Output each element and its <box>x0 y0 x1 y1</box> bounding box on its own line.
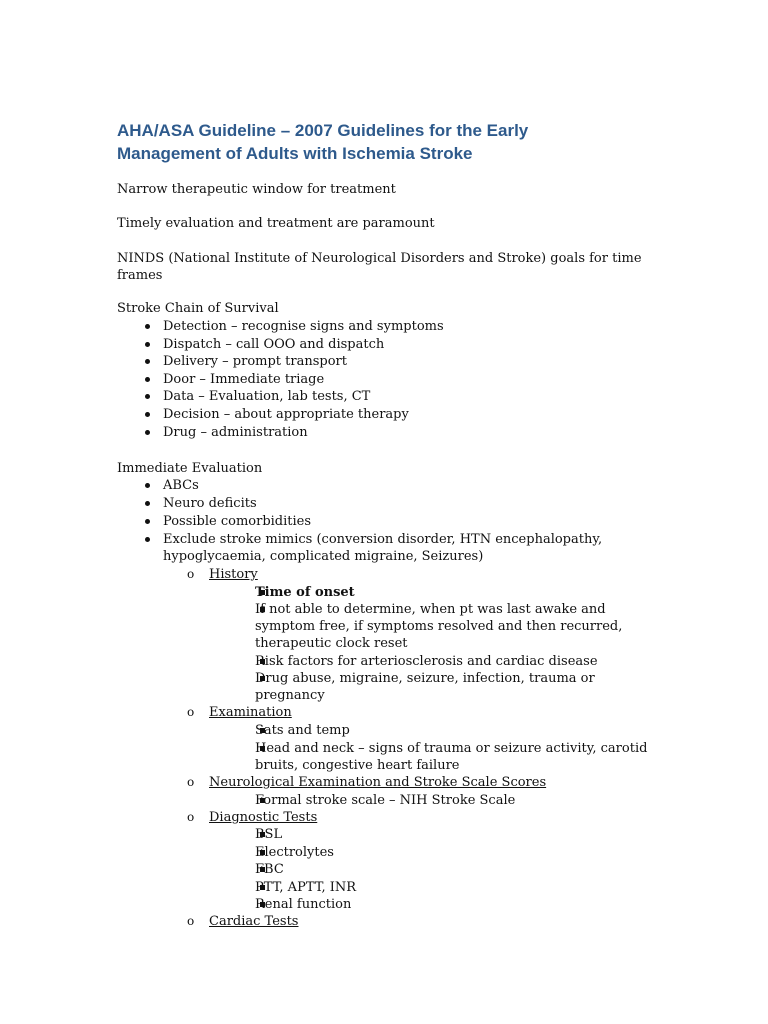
paragraph-ninds-line-2: frames <box>117 268 163 283</box>
circle-marker: o <box>187 775 195 789</box>
circle-marker: o <box>187 567 195 581</box>
list-item: Decision – about appropriate therapy <box>163 407 409 422</box>
circle-marker: o <box>187 914 195 928</box>
diagnostic-item: PTT, APTT, INR <box>255 880 357 895</box>
history-drug-line-2: pregnancy <box>255 688 325 703</box>
subsection-cardiac: Cardiac Tests <box>209 914 299 929</box>
diagnostic-item: Electrolytes <box>255 845 334 860</box>
list-item: Delivery – prompt transport <box>163 354 347 369</box>
list-item: Drug – administration <box>163 425 308 440</box>
neuro-scale: Formal stroke scale – NIH Stroke Scale <box>255 793 516 808</box>
bullet-dot <box>145 377 150 382</box>
chain-heading: Stroke Chain of Survival <box>117 301 279 316</box>
list-item-mimics-line-1: Exclude stroke mimics (conversion disorder, HTN encephalopathy, <box>163 532 603 547</box>
diagnostic-item: FBC <box>255 862 284 877</box>
history-drug-line-1: Drug abuse, migraine, seizure, infection, trauma or <box>255 671 595 686</box>
diagnostic-item: BSL <box>255 827 283 842</box>
subsection-history: History <box>209 567 258 582</box>
bullet-dot <box>145 394 150 399</box>
paragraph-window: Narrow therapeutic window for treatment <box>117 182 396 197</box>
document-title <box>117 119 677 165</box>
bullet-dot <box>145 412 150 417</box>
history-unknown-line-3: therapeutic clock reset <box>255 636 408 651</box>
list-item: Data – Evaluation, lab tests, CT <box>163 389 371 404</box>
bullet-dot <box>145 537 150 542</box>
title-line-1: AHA/ASA Guideline – 2007 Guidelines for the Early <box>117 121 529 140</box>
paragraph-timely: Timely evaluation and treatment are paramount <box>117 216 435 231</box>
bullet-dot <box>145 359 150 364</box>
bullet-dot <box>145 483 150 488</box>
history-unknown-line-2: symptom free, if symptoms resolved and then recurred, <box>255 619 623 634</box>
list-item: Door – Immediate triage <box>163 372 325 387</box>
examination-head-line-2: bruits, congestive heart failure <box>255 758 460 773</box>
subsection-diagnostic: Diagnostic Tests <box>209 810 318 825</box>
bullet-dot <box>145 501 150 506</box>
bullet-dot <box>145 342 150 347</box>
bullet-dot <box>145 430 150 435</box>
subsection-examination: Examination <box>209 705 292 720</box>
list-item: Detection – recognise signs and symptoms <box>163 319 444 334</box>
list-item: ABCs <box>163 478 199 493</box>
evaluation-heading: Immediate Evaluation <box>117 461 263 476</box>
diagnostic-item: Renal function <box>255 897 352 912</box>
examination-head-line-1: Head and neck – signs of trauma or seizure activity, carotid <box>255 741 648 756</box>
bullet-dot <box>145 519 150 524</box>
list-item: Dispatch – call OOO and dispatch <box>163 337 385 352</box>
history-unknown-line-1: If not able to determine, when pt was last awake and <box>255 602 606 617</box>
paragraph-ninds-line-1: NINDS (National Institute of Neurological Disorders and Stroke) goals for time <box>117 251 642 266</box>
subsection-neuro: Neurological Examination and Stroke Scale Scores <box>209 775 547 790</box>
title-line-2: Management of Adults with Ischemia Stroke <box>117 144 473 163</box>
history-risk: Risk factors for arteriosclerosis and cardiac disease <box>255 654 598 669</box>
paragraph-ninds <box>117 250 662 284</box>
list-item: Neuro deficits <box>163 496 257 511</box>
list-item: Possible comorbidities <box>163 514 312 529</box>
list-item-mimics-line-2: hypoglycaemia, complicated migraine, Seizures) <box>163 549 484 564</box>
circle-marker: o <box>187 705 195 719</box>
examination-sats: Sats and temp <box>255 723 350 738</box>
history-onset: Time of onset <box>255 585 355 600</box>
circle-marker: o <box>187 810 195 824</box>
bullet-dot <box>145 324 150 329</box>
